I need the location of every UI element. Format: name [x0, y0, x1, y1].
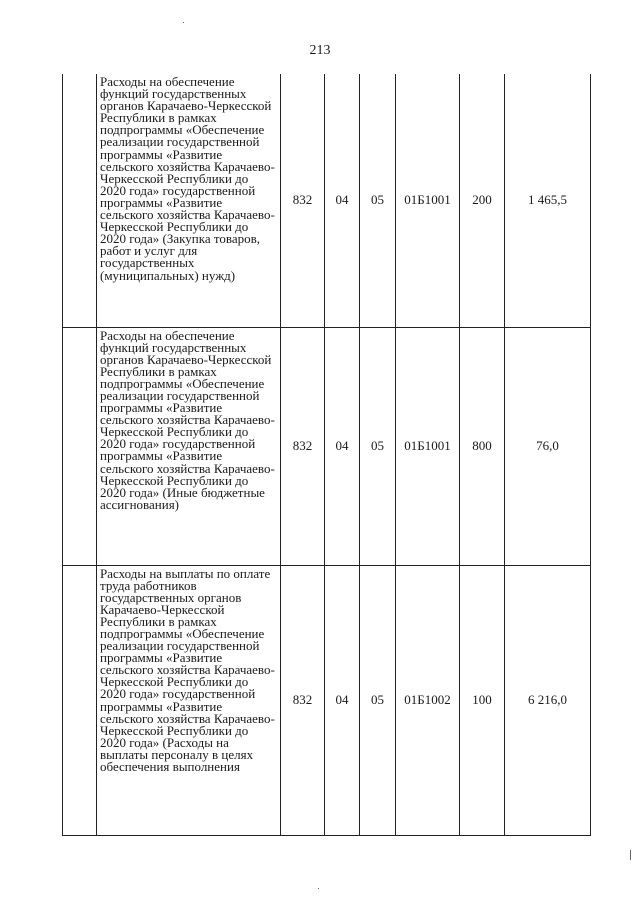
row-number-cell	[63, 74, 97, 327]
target-article-cell: 01Б1001	[396, 327, 460, 565]
amount-cell: 6 216,0	[505, 565, 591, 835]
scan-speck	[318, 888, 319, 889]
description-cell: Расходы на обеспечение функций государственных органов Карачаево-Черкесской Республики в рамках подпрограммы «Обеспечение реализации государственной программы «Развитие сельского хозяйства Карачаево-Черкесской Республики до 2020 года» государственной программы «Развитие сельского хозяйства Карачаево-Черкесской Республики до 2020 года» (Закупка товаров, работ и услуг для государственных (муниципальных) нужд)	[97, 74, 281, 327]
table-row	[63, 327, 591, 565]
section-code-cell: 04	[325, 327, 360, 565]
amount-cell: 76,0	[505, 327, 591, 565]
description-cell: Расходы на обеспечение функций государственных органов Карачаево-Черкесской Республики в рамках подпрограммы «Обеспечение реализации государственной программы «Развитие сельского хозяйства Карачаево-Черкесской Республики до 2020 года» государственной программы «Развитие сельского хозяйства Карачаево-Черкесской Республики до 2020 года» (Иные бюджетные ассигнования)	[97, 327, 281, 565]
expense-type-cell: 800	[460, 327, 505, 565]
budget-table	[62, 74, 591, 836]
row-number-cell	[63, 327, 97, 565]
section-code-cell: 04	[325, 74, 360, 327]
subsection-code-cell: 05	[360, 74, 396, 327]
page-number: 213	[309, 43, 331, 58]
section-code-cell: 04	[325, 565, 360, 835]
target-article-cell: 01Б1001	[396, 74, 460, 327]
ministry-code-cell: 832	[281, 565, 325, 835]
expense-type-cell: 100	[460, 565, 505, 835]
subsection-code-cell: 05	[360, 327, 396, 565]
target-article-cell: 01Б1002	[396, 565, 460, 835]
expense-type-cell: 200	[460, 74, 505, 327]
ministry-code-cell: 832	[281, 327, 325, 565]
amount-cell: 1 465,5	[505, 74, 591, 327]
scan-speck	[630, 850, 631, 860]
table-row	[63, 565, 591, 835]
row-number-cell	[63, 565, 97, 835]
ministry-code-cell: 832	[281, 74, 325, 327]
description-cell: Расходы на выплаты по оплате труда работников государственных органов Карачаево-Черкесской Республики в рамках подпрограммы «Обеспечение реализации государственной программы «Развитие сельского хозяйства Карачаево-Черкесской Республики до 2020 года» государственной программы «Развитие сельского хозяйства Карачаево-Черкесской Республики до 2020 года» (Расходы на выплаты персоналу в целях обеспечения выполнения	[97, 565, 281, 835]
scan-speck	[183, 22, 184, 23]
subsection-code-cell: 05	[360, 565, 396, 835]
table-row	[63, 74, 591, 327]
